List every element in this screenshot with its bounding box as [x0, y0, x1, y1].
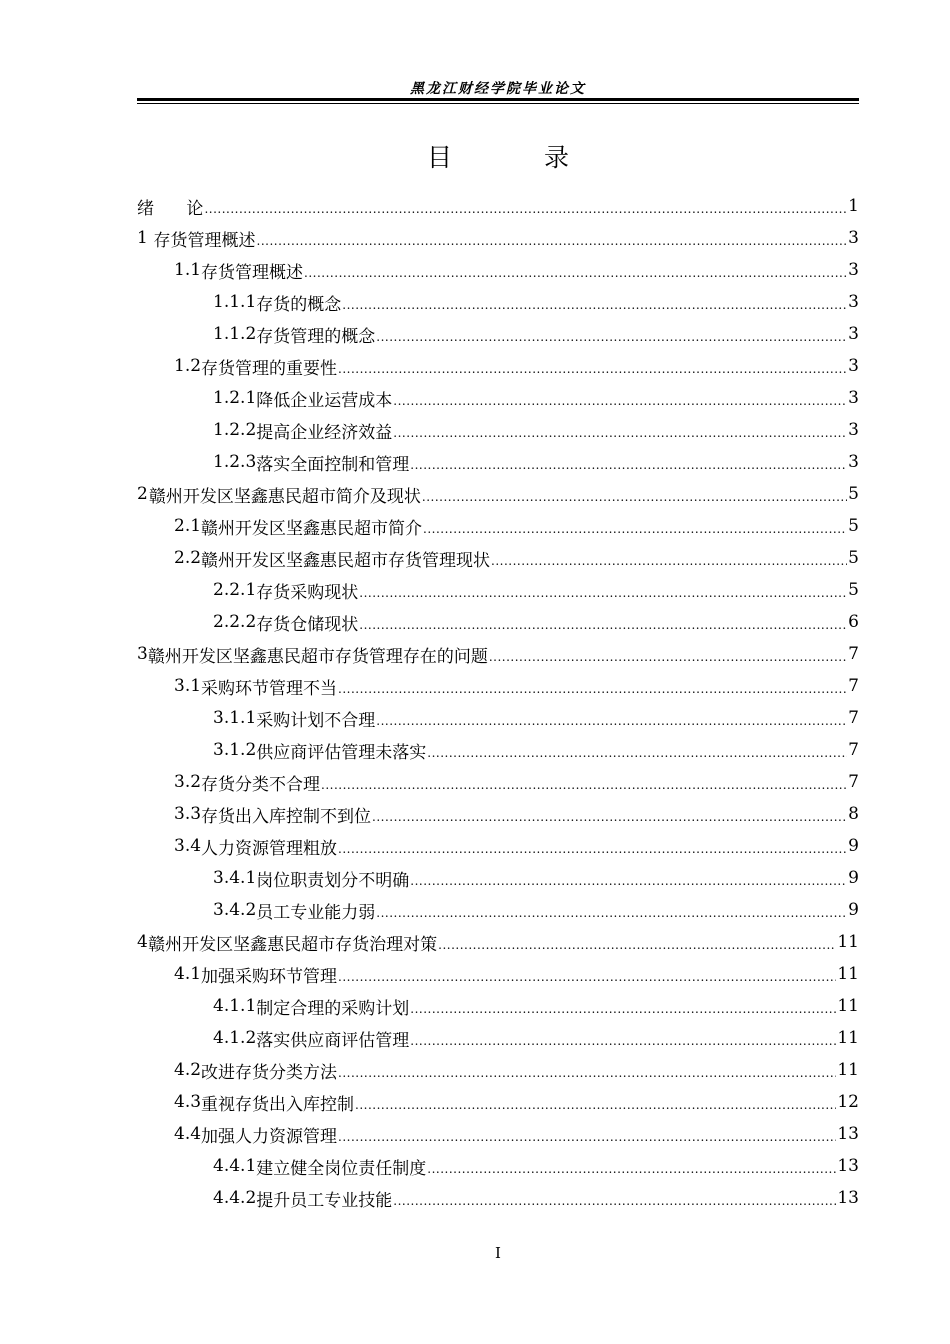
toc-entry-page: 5 [848, 580, 859, 600]
toc-entry[interactable] [137, 830, 859, 862]
toc-entry[interactable] [137, 1086, 859, 1118]
toc-entry-title: 建立健全岗位责任制度 [256, 1158, 427, 1179]
toc-entry-title: 采购环节管理不当 [201, 678, 338, 699]
toc-entry-number: 4.3 [174, 1092, 202, 1112]
toc-entry-number: 3.3 [174, 804, 202, 824]
toc-entry-page: 6 [848, 612, 859, 632]
toc-entry-page: 5 [848, 548, 859, 568]
toc-entry-title: 存货的概念 [256, 294, 342, 315]
toc-entry[interactable] [137, 318, 859, 350]
toc-entry-number: 4 [137, 932, 148, 952]
toc-entry-page: 1 [848, 196, 859, 216]
toc-entry-number: 3 [137, 644, 148, 664]
toc-entry-page: 13 [837, 1124, 859, 1144]
toc-leader-dots [376, 330, 847, 344]
toc-entry-page: 13 [837, 1188, 859, 1208]
toc-entry-title: 岗位职责划分不明确 [256, 870, 410, 891]
toc-entry-number: 3.1.1 [213, 708, 257, 728]
toc-entry[interactable] [137, 990, 859, 1022]
toc-leader-dots [338, 362, 847, 376]
toc-entry[interactable] [137, 1118, 859, 1150]
toc-leader-dots [410, 874, 847, 888]
toc-entry[interactable] [137, 510, 859, 542]
toc-entry-number: 4.1.1 [213, 996, 257, 1016]
toc-entry-number: 3.1.2 [213, 740, 257, 760]
toc-entry-page: 3 [848, 452, 859, 472]
toc-entry-page: 3 [848, 324, 859, 344]
toc-entry-page: 11 [837, 932, 859, 952]
header-rule-thick [137, 98, 859, 101]
toc-entry[interactable] [137, 734, 859, 766]
toc-entry-number: 3.2 [174, 772, 202, 792]
toc-entry-title: 赣州开发区坚鑫惠民超市存货治理对策 [148, 934, 438, 955]
toc-entry[interactable] [137, 798, 859, 830]
toc-entry[interactable] [137, 542, 859, 574]
table-of-contents [137, 190, 859, 1214]
toc-entry-title: 人力资源管理粗放 [201, 838, 338, 859]
toc-entry[interactable] [137, 286, 859, 318]
toc-entry-page: 11 [837, 1060, 859, 1080]
toc-entry[interactable] [137, 958, 859, 990]
toc-leader-dots [410, 1034, 836, 1048]
toc-entry[interactable] [137, 222, 859, 254]
toc-entry-page: 5 [848, 516, 859, 536]
toc-entry-title: 存货管理的概念 [256, 326, 376, 347]
toc-entry[interactable] [137, 670, 859, 702]
toc-leader-dots [338, 970, 836, 984]
toc-leader-dots [204, 202, 847, 216]
toc-entry-number: 4.4.1 [213, 1156, 257, 1176]
toc-entry-page: 11 [837, 1028, 859, 1048]
running-header: 黑龙江财经学院毕业论文 [410, 81, 586, 97]
toc-entry-title: 员工专业能力弱 [256, 902, 376, 923]
toc-entry-number: 1.1 [174, 260, 202, 280]
toc-leader-dots [427, 1162, 836, 1176]
toc-entry[interactable] [137, 1022, 859, 1054]
toc-entry-title: 采购计划不合理 [256, 710, 376, 731]
toc-entry-title: 存货分类不合理 [201, 774, 321, 795]
toc-leader-dots [304, 266, 847, 280]
toc-entry[interactable] [137, 446, 859, 478]
toc-entry-page: 7 [848, 676, 859, 696]
toc-entry-number: 2.2 [174, 548, 202, 568]
toc-entry[interactable] [137, 190, 859, 222]
toc-entry-page: 9 [848, 868, 859, 888]
toc-leader-dots [438, 938, 836, 952]
toc-entry[interactable] [137, 894, 859, 926]
page-number: I [495, 1244, 501, 1262]
toc-leader-dots [372, 810, 847, 824]
toc-entry-title: 赣州开发区坚鑫惠民超市简介及现状 [148, 486, 421, 507]
toc-entry-title: 存货管理的重要性 [201, 358, 338, 379]
toc-entry-page: 9 [848, 900, 859, 920]
toc-entry-number: 4.1.2 [213, 1028, 257, 1048]
toc-entry-number: 2 [137, 484, 148, 504]
toc-entry-number: 1.2.1 [213, 388, 257, 408]
toc-entry[interactable] [137, 574, 859, 606]
toc-leader-dots [393, 1194, 836, 1208]
toc-entry-title: 落实供应商评估管理 [256, 1030, 410, 1051]
toc-leader-dots [338, 842, 847, 856]
toc-leader-dots [491, 554, 847, 568]
toc-entry-page: 13 [837, 1156, 859, 1176]
toc-entry-title: 降低企业运营成本 [256, 390, 393, 411]
toc-leader-dots [489, 650, 847, 664]
toc-entry-page: 3 [848, 420, 859, 440]
toc-leader-dots [422, 490, 847, 504]
toc-entry-page: 7 [848, 740, 859, 760]
toc-leader-dots [410, 1002, 836, 1016]
toc-entry-page: 8 [848, 804, 859, 824]
toc-leader-dots [321, 778, 847, 792]
toc-entry-page: 7 [848, 772, 859, 792]
toc-title: 目 录 [427, 143, 611, 172]
toc-entry-number: 2.2.1 [213, 580, 257, 600]
toc-entry-page: 7 [848, 708, 859, 728]
toc-entry-title: 存货出入库控制不到位 [201, 806, 372, 827]
toc-leader-dots [376, 906, 847, 920]
toc-leader-dots [393, 394, 847, 408]
toc-entry-number: 1.2.3 [213, 452, 257, 472]
toc-entry-title: 存货仓储现状 [256, 614, 359, 635]
toc-leader-dots [359, 618, 847, 632]
toc-entry-title: 存货管理概述 [153, 230, 256, 251]
toc-entry-page: 5 [848, 484, 859, 504]
toc-entry-number: 1.2 [174, 356, 202, 376]
toc-entry-page: 7 [848, 644, 859, 664]
toc-entry-page: 12 [837, 1092, 859, 1112]
toc-entry-number: 4.2 [174, 1060, 202, 1080]
toc-entry[interactable] [137, 1054, 859, 1086]
toc-entry[interactable] [137, 702, 859, 734]
toc-entry-title: 提升员工专业技能 [256, 1190, 393, 1211]
toc-entry[interactable] [137, 862, 859, 894]
toc-entry-number: 4.4 [174, 1124, 202, 1144]
toc-entry-page: 3 [848, 228, 859, 248]
toc-entry-title: 制定合理的采购计划 [256, 998, 410, 1019]
toc-leader-dots [342, 298, 847, 312]
toc-entry-number: 3.4.2 [213, 900, 257, 920]
toc-entry-title: 提高企业经济效益 [256, 422, 393, 443]
toc-entry-number: 2.1 [174, 516, 202, 536]
toc-entry-number: 2.2.2 [213, 612, 257, 632]
toc-leader-dots [338, 1066, 836, 1080]
toc-entry[interactable] [137, 926, 859, 958]
toc-entry-title: 加强采购环节管理 [201, 966, 338, 987]
toc-leader-dots [359, 586, 847, 600]
toc-entry[interactable] [137, 766, 859, 798]
toc-entry-title: 赣州开发区坚鑫惠民超市存货管理现状 [201, 550, 491, 571]
toc-entry[interactable] [137, 1150, 859, 1182]
toc-leader-dots [427, 746, 847, 760]
toc-entry[interactable] [137, 414, 859, 446]
toc-entry-page: 3 [848, 388, 859, 408]
toc-entry[interactable] [137, 254, 859, 286]
toc-entry[interactable] [137, 1182, 859, 1214]
toc-entry-page: 3 [848, 356, 859, 376]
toc-entry-page: 11 [837, 996, 859, 1016]
toc-entry-title: 改进存货分类方法 [201, 1062, 338, 1083]
toc-entry-title: 赣州开发区坚鑫惠民超市简介 [201, 518, 423, 539]
header-rule-thin [137, 103, 859, 104]
toc-entry-number: 3.4 [174, 836, 202, 856]
toc-entry-page: 11 [837, 964, 859, 984]
toc-entry-number: 1.1.1 [213, 292, 257, 312]
toc-entry-number: 3.1 [174, 676, 202, 696]
toc-entry-page: 3 [848, 260, 859, 280]
toc-entry-number: 1.1.2 [213, 324, 257, 344]
toc-entry-page: 9 [848, 836, 859, 856]
toc-entry-number: 4.1 [174, 964, 202, 984]
toc-entry-title: 落实全面控制和管理 [256, 454, 410, 475]
toc-leader-dots [257, 234, 848, 248]
toc-entry[interactable] [137, 350, 859, 382]
toc-entry-title: 赣州开发区坚鑫惠民超市存货管理存在的问题 [147, 646, 488, 667]
toc-entry-title: 重视存货出入库控制 [201, 1094, 355, 1115]
toc-entry-page: 3 [848, 292, 859, 312]
toc-entry[interactable] [137, 478, 859, 510]
toc-leader-dots [410, 458, 847, 472]
toc-entry[interactable] [137, 638, 859, 670]
toc-leader-dots [338, 1130, 836, 1144]
toc-entry[interactable] [137, 606, 859, 638]
toc-entry-title: 供应商评估管理未落实 [256, 742, 427, 763]
toc-leader-dots [393, 426, 847, 440]
toc-entry-number: 4.4.2 [213, 1188, 257, 1208]
toc-entry-number: 1 [137, 228, 148, 248]
toc-entry-number: 3.4.1 [213, 868, 257, 888]
toc-leader-dots [376, 714, 847, 728]
toc-entry-title: 加强人力资源管理 [201, 1126, 338, 1147]
toc-leader-dots [423, 522, 847, 536]
toc-entry-title: 存货管理概述 [201, 262, 304, 283]
toc-entry-title: 存货采购现状 [256, 582, 359, 603]
toc-leader-dots [355, 1098, 836, 1112]
toc-entry-number: 1.2.2 [213, 420, 257, 440]
toc-entry[interactable] [137, 382, 859, 414]
toc-leader-dots [338, 682, 847, 696]
toc-entry-title: 绪 论 [137, 198, 204, 219]
